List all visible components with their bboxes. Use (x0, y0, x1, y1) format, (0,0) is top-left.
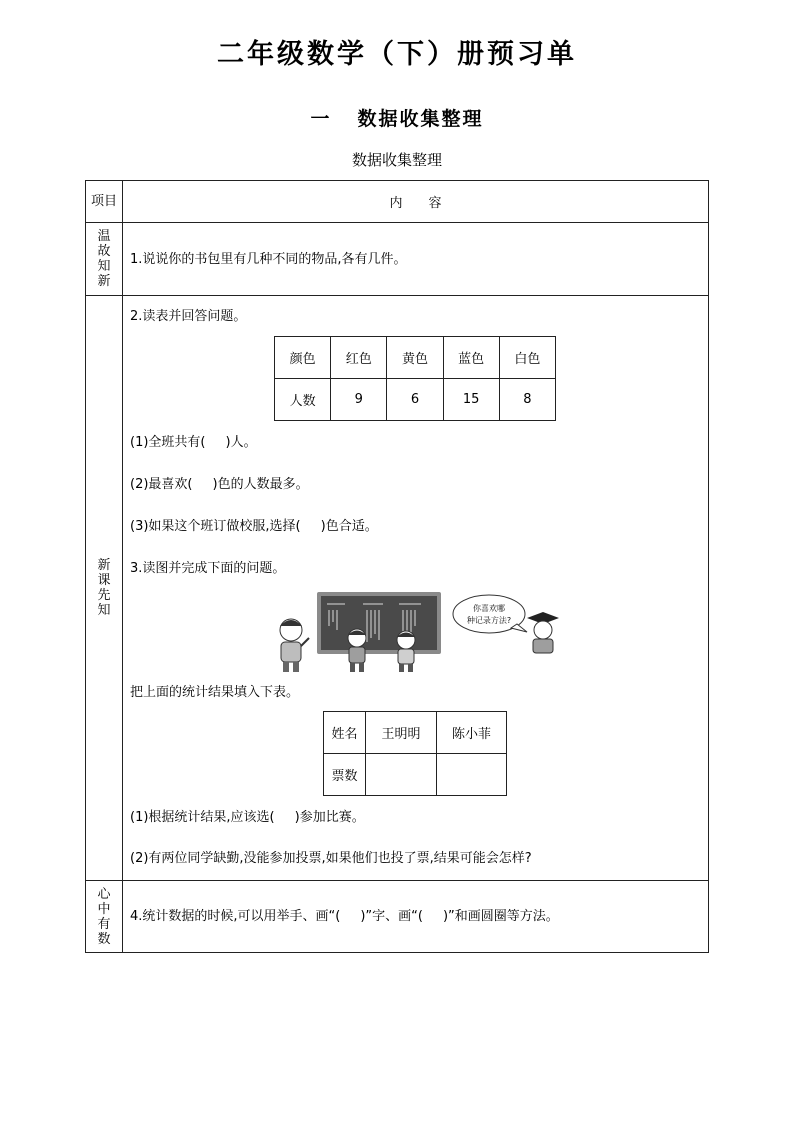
new-lesson-label-char: 知 (97, 603, 111, 618)
vote-table-cell: 陈小菲 (437, 712, 507, 754)
color-table-cell: 蓝色 (443, 337, 499, 379)
color-table-row (275, 379, 556, 421)
chapter-name: 数据收集整理 (357, 108, 484, 130)
new-lesson-label (86, 296, 123, 881)
summary-content (123, 881, 709, 953)
chapter-number: 一 (310, 108, 332, 130)
q-text: )色的人数最多。 (212, 477, 309, 492)
bubble-line-2: 种记录方法? (466, 616, 512, 625)
color-table-row (275, 337, 556, 379)
color-table-cell: 黄色 (387, 337, 443, 379)
color-table-cell: 人数 (275, 379, 331, 421)
review-label-char: 故 (97, 244, 111, 259)
color-table-cell: 颜色 (275, 337, 331, 379)
header-item: 项目 (86, 181, 123, 223)
classroom-illustration (271, 586, 561, 676)
color-table-cell: 8 (499, 379, 555, 421)
page-title: 二年级数学（下）册预习单 (217, 39, 577, 70)
summary-label-char: 中 (97, 901, 111, 917)
question-4 (123, 908, 708, 925)
color-table-cell: 15 (443, 379, 499, 421)
vote-table-row (324, 712, 507, 754)
color-table-cell: 白色 (499, 337, 555, 379)
student-icon (280, 619, 309, 672)
summary-label-char: 数 (97, 931, 111, 947)
header-row (86, 181, 709, 223)
vote-table-cell: 王明明 (366, 712, 437, 754)
vote-table-row (324, 754, 507, 796)
section-subtitle: 数据收集整理 (351, 151, 442, 169)
review-content (123, 223, 709, 296)
q-text: )”和画圆圈等方法。 (442, 909, 559, 924)
question-3: 3.读图并完成下面的问题。 (130, 561, 286, 576)
student-icon (397, 631, 415, 672)
review-label-char: 新 (97, 274, 111, 289)
vote-table (323, 711, 507, 796)
summary-row (86, 881, 709, 953)
new-lesson-content (123, 296, 709, 881)
student-icon (348, 629, 366, 672)
review-row (86, 223, 709, 296)
new-lesson-row (86, 296, 709, 881)
q-text: (2)最喜欢( (130, 477, 193, 492)
color-table-cell: 红色 (331, 337, 387, 379)
new-lesson-label-char: 先 (97, 588, 111, 603)
q-text: (3)如果这个班订做校服,选择( (130, 519, 301, 534)
header-content-b: 容 (428, 196, 442, 211)
question-2-2 (123, 476, 309, 493)
vote-count-blank[interactable] (437, 754, 507, 796)
color-table (274, 336, 556, 421)
speech-bubble-icon (453, 595, 527, 633)
vote-table-cell: 姓名 (324, 712, 366, 754)
q-text: (1)根据统计结果,应该选( (130, 810, 275, 825)
q-text: (1)全班共有( (130, 435, 206, 450)
question-2-3 (123, 518, 378, 535)
q-text: 4.统计数据的时候,可以用举手、画“( (130, 909, 341, 924)
q-text: )”字、画“( (360, 909, 423, 924)
review-label-char: 知 (97, 259, 111, 274)
blackboard-icon (317, 592, 441, 654)
new-lesson-label-char: 新 (97, 558, 111, 573)
q-text: )参加比赛。 (294, 810, 365, 825)
chapter-heading (0, 104, 794, 131)
q-text: )人。 (225, 435, 257, 450)
summary-label-char: 有 (97, 916, 111, 932)
bubble-line-1: 你喜欢哪 (473, 604, 505, 613)
question-3-1 (123, 809, 365, 826)
color-table-cell: 9 (331, 379, 387, 421)
color-table-cell: 6 (387, 379, 443, 421)
vote-table-cell: 票数 (324, 754, 366, 796)
graduate-student-icon (527, 612, 559, 653)
fill-prompt: 把上面的统计结果填入下表。 (130, 685, 300, 700)
review-label-char: 温 (97, 229, 111, 244)
question-1: 1.说说你的书包里有几种不同的物品,各有几件。 (130, 251, 407, 267)
question-2: 2.读表并回答问题。 (130, 309, 247, 324)
worksheet-table (85, 180, 709, 953)
summary-label (86, 881, 123, 953)
summary-label-char: 心 (97, 886, 111, 902)
review-label (86, 223, 123, 296)
question-2-1 (123, 434, 257, 451)
vote-count-blank[interactable] (366, 754, 437, 796)
q-text: )色合适。 (320, 519, 378, 534)
new-lesson-label-char: 课 (97, 573, 111, 588)
header-content (123, 181, 709, 223)
header-content-a: 内 (389, 196, 403, 211)
question-3-2: (2)有两位同学缺勤,没能参加投票,如果他们也投了票,结果可能会怎样? (130, 851, 532, 866)
